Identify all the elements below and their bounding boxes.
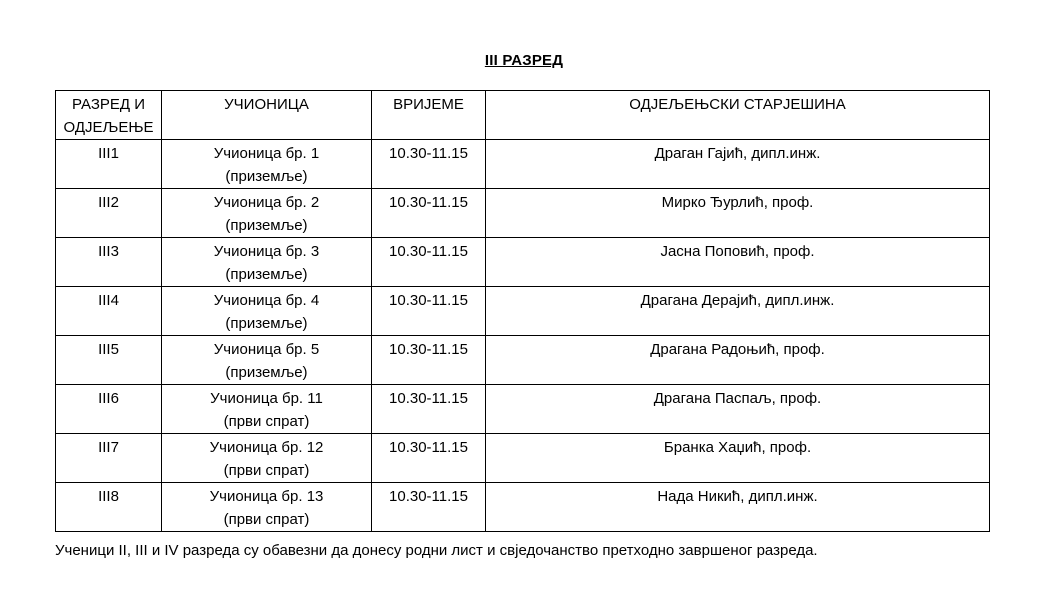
cell-teacher: Драгана Дерајић, дипл.инж. bbox=[486, 287, 990, 336]
table-row bbox=[56, 189, 990, 238]
classroom-name: Учионица бр. 1 bbox=[213, 145, 320, 162]
cell-time: 10.30-11.15 bbox=[372, 434, 486, 483]
table-row bbox=[56, 483, 990, 532]
footer-note: Ученици II, III и IV разреда су обавезни да донесу родни лист и свједочанство претходно завршеног разреда. bbox=[55, 542, 818, 559]
classroom-name: Учионица бр. 2 bbox=[213, 194, 320, 211]
cell-class: III7 bbox=[56, 434, 162, 483]
header-teacher: ОДЈЕЉЕЊСКИ СТАРЈЕШИНА bbox=[486, 91, 990, 140]
page-title: III РАЗРЕД bbox=[484, 52, 564, 69]
table-body bbox=[56, 140, 990, 532]
cell-classroom bbox=[162, 238, 372, 287]
classroom-name: Учионица бр. 13 bbox=[209, 488, 324, 505]
table-row bbox=[56, 238, 990, 287]
cell-class: III6 bbox=[56, 385, 162, 434]
cell-time: 10.30-11.15 bbox=[372, 336, 486, 385]
cell-time: 10.30-11.15 bbox=[372, 140, 486, 189]
table-header bbox=[56, 91, 990, 140]
cell-class: III8 bbox=[56, 483, 162, 532]
cell-teacher: Бранка Хаџић, проф. bbox=[486, 434, 990, 483]
cell-time: 10.30-11.15 bbox=[372, 385, 486, 434]
cell-classroom bbox=[162, 385, 372, 434]
cell-classroom bbox=[162, 336, 372, 385]
cell-class: III1 bbox=[56, 140, 162, 189]
cell-time: 10.30-11.15 bbox=[372, 238, 486, 287]
cell-classroom bbox=[162, 287, 372, 336]
cell-class: III2 bbox=[56, 189, 162, 238]
classroom-floor: (приземље) bbox=[225, 168, 308, 185]
cell-classroom bbox=[162, 140, 372, 189]
schedule-table bbox=[55, 90, 990, 532]
classroom-floor: (приземље) bbox=[225, 364, 308, 381]
classroom-floor: (приземље) bbox=[225, 266, 308, 283]
header-class-line2: ОДЈЕЉЕЊЕ bbox=[63, 119, 154, 136]
cell-time: 10.30-11.15 bbox=[372, 483, 486, 532]
cell-class: III4 bbox=[56, 287, 162, 336]
cell-teacher: Јасна Поповић, проф. bbox=[486, 238, 990, 287]
classroom-name: Учионица бр. 11 bbox=[210, 390, 323, 407]
header-row bbox=[56, 91, 990, 140]
classroom-floor: (први спрат) bbox=[223, 413, 310, 430]
cell-classroom bbox=[162, 483, 372, 532]
cell-time: 10.30-11.15 bbox=[372, 287, 486, 336]
header-classroom: УЧИОНИЦА bbox=[162, 91, 372, 140]
table-row bbox=[56, 140, 990, 189]
cell-class: III3 bbox=[56, 238, 162, 287]
table-row bbox=[56, 336, 990, 385]
header-class bbox=[56, 91, 162, 140]
cell-teacher: Драгана Паспаљ, проф. bbox=[486, 385, 990, 434]
classroom-name: Учионица бр. 12 bbox=[209, 439, 324, 456]
classroom-floor: (приземље) bbox=[225, 217, 308, 234]
classroom-floor: (приземље) bbox=[225, 315, 308, 332]
classroom-floor: (први спрат) bbox=[223, 511, 310, 528]
cell-time: 10.30-11.15 bbox=[372, 189, 486, 238]
cell-classroom bbox=[162, 189, 372, 238]
cell-teacher: Драган Гајић, дипл.инж. bbox=[486, 140, 990, 189]
cell-teacher: Драгана Радоњић, проф. bbox=[486, 336, 990, 385]
table-row bbox=[56, 287, 990, 336]
table-row bbox=[56, 385, 990, 434]
header-time: ВРИЈЕМЕ bbox=[372, 91, 486, 140]
classroom-name: Учионица бр. 3 bbox=[213, 243, 320, 260]
classroom-name: Учионица бр. 5 bbox=[213, 341, 320, 358]
classroom-floor: (први спрат) bbox=[223, 462, 310, 479]
cell-class: III5 bbox=[56, 336, 162, 385]
cell-teacher: Нада Никић, дипл.инж. bbox=[486, 483, 990, 532]
header-class-line1: РАЗРЕД И bbox=[71, 96, 145, 113]
table-row bbox=[56, 434, 990, 483]
cell-teacher: Мирко Ђурлић, проф. bbox=[486, 189, 990, 238]
cell-classroom bbox=[162, 434, 372, 483]
classroom-name: Учионица бр. 4 bbox=[213, 292, 320, 309]
